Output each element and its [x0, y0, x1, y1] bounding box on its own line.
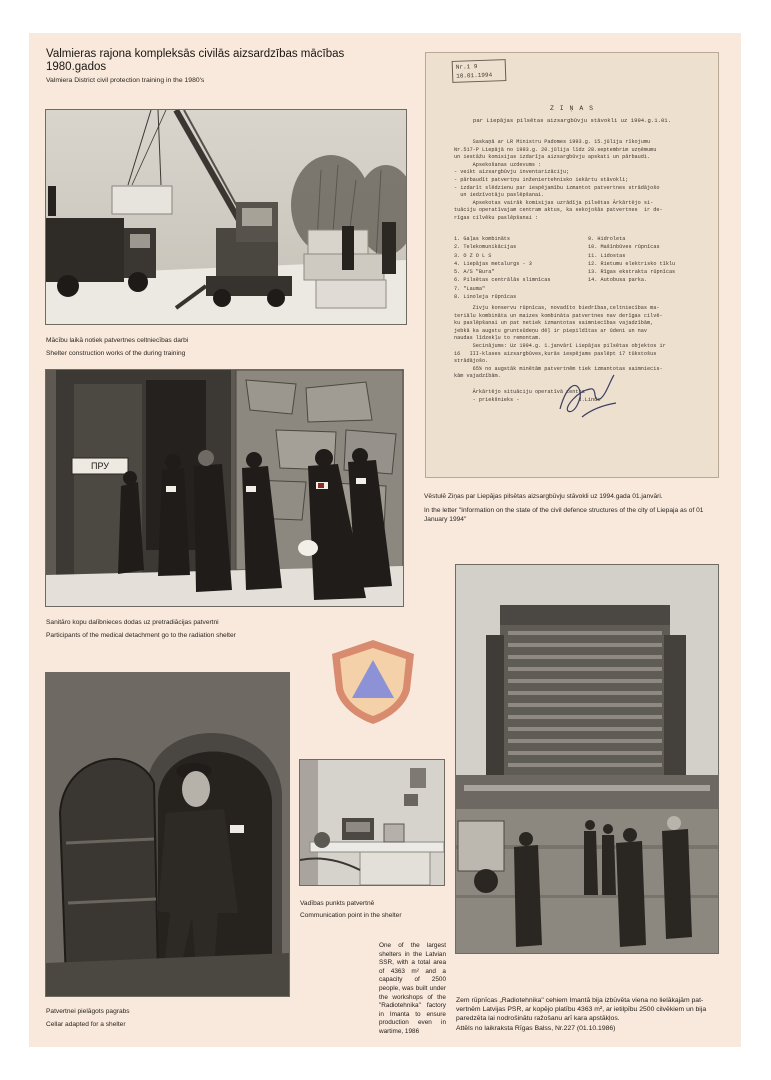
caption-comm-lv: Vadības punkts patvertnē	[300, 900, 375, 907]
caption-factory-line-2: vertnēm Latvijas PSR, ar kopējo platību 4363 m², ar ietilpību 2500 cilvēkiem un bija	[456, 1006, 707, 1014]
caption-factory	[456, 996, 731, 1033]
letter-subheading: par Liepājas pilsētas aizsargbūvju stāvokli uz 1994.g.1.01.	[472, 117, 672, 124]
page-title: Valmieras rajona kompleksās civilās aizsardzības mācības 1980.gados	[46, 48, 345, 73]
caption-medical	[46, 618, 236, 640]
shelter-list-left	[454, 235, 574, 301]
list-item: 10. Mašīnbūves rūpnīcas	[588, 244, 660, 251]
stamp-line-1: Nr.1 9	[455, 63, 478, 71]
caption-cellar	[46, 1007, 130, 1029]
list-item: 13. Rīgas ekstrakta rūpnīcas	[588, 269, 676, 276]
list-item: 5. A/S "Bura"	[454, 269, 495, 276]
caption-letter-lv: Vēstulē Ziņas par Liepājas pilsētas aizsargbūvju stāvokli uz 1994.gada 01.janvāri.	[424, 493, 663, 500]
caption-factory-line-1: Zem rūpnīcas „Radiotehnika" cehiem Imantā bija izbūvēta viena no lielākajām pat-	[456, 997, 704, 1004]
photo-medical-detachment	[46, 370, 403, 606]
photo-cellar-shelter	[46, 673, 289, 996]
caption-crane-en: Shelter construction works of the during training	[46, 350, 186, 357]
letter-body-2: Zivju konservu rūpnīcas, novadīto biedrības,celtniecības ma- teriālu kombināta un maizes kombināta patvertnes nav derīgas cilvē- ku paslēpšanai un pat netiek izmantotas saimniecības vajadzībām, jebkā ka augstu gruntsūdeņu dēļ ir piepildītas ar ūdeni un nav naudas līdzekļu to remontam. Secinājums: Uz 1994.g. 1.janvārī Liepājas pilsētas objektos ir 16 III-klases aizsargbūves,kurās iespējams paslēpt 17 tūkstošus strādājošo. 65% no augstāk minētām patvertnēm tiek izmantotas saimniecis- kām vajadzībām.	[454, 305, 666, 380]
list-item: 11. Lidostas	[588, 252, 626, 259]
caption-factory-line-4: Attēls no laikraksta Rīgas Balss, Nr.227 (01.10.1986)	[456, 1024, 616, 1032]
bunker-sign-text: ПРУ	[91, 461, 109, 471]
list-item: 2. Telekomunikācijas	[454, 244, 517, 251]
list-item: 3. O Z O L S	[454, 252, 492, 259]
caption-cellar-en: Cellar adapted for a shelter	[46, 1021, 126, 1028]
photo-crane-construction	[46, 110, 406, 324]
caption-crane-lv: Mācību laikā notiek patvertnes celtniecības darbi	[46, 337, 189, 344]
signature-icon	[552, 369, 622, 425]
letter-body-1: Saskaņā ar LR Ministru Padomes 1993.g. 15.jūlija rīkojumu Nr.517-P Liepājā no 1993.g. 20.jūlija līdz 28.septembrim uzņēmumu un iestāžu komisijas izdarīja aizsargbūvju apskati un pārbaudi. Apsekošanas uzdevums : - veikt aizsargbūvju inventarizāciju; - pārbaudīt patvertņu inženiertehnisko iekārtu stāvokli; - izdarīt slēdzienu par iespējamību izmantot patvertnes strādājošo un iedzīvotāju paslēpšanai. Apsekotas vairāk komisijas uzrādīja pilsētas Ārkārtējo si- tuāciju operatīvajam centram aktus, ka sekojošās patvertnes ir de- rīgas cilvēku paslēpšanai :	[454, 139, 663, 221]
stamp-line-2: 10.01.1994	[456, 71, 493, 80]
registration-stamp	[452, 59, 507, 83]
list-item: 7. "Lauma"	[454, 285, 486, 292]
shelter-list-right	[588, 235, 708, 285]
list-item: 14. Autobusa parka.	[588, 277, 648, 284]
caption-factory-line-3: paredzēta lai nodrošinātu ražošanu arī kara apstākļos.	[456, 1015, 620, 1023]
civil-defence-emblem-icon	[328, 638, 418, 726]
list-item: 9. Hidroleta	[588, 236, 626, 242]
list-item: 12. Rietumu elektrisko tīklu	[588, 260, 676, 267]
caption-crane	[46, 336, 188, 358]
list-item: 1. Gaļas kombināts	[454, 236, 511, 242]
side-note-english: One of the largest shelters in the Latvian SSR, with a total area of 4363 m² and a capacity of 2500 people, was built under the workshops of the "Radiotehnika" factory in Imanta to ensure production even in wartime, 1986	[379, 942, 446, 1035]
letter-signoff: Ārkārtējo situāciju operatīvā centra - priekšnieks - J.Linde	[472, 389, 601, 403]
caption-medical-lv: Sanitāro kopu dalībnieces dodas uz pretradiācijas patvertni	[46, 619, 219, 626]
photo-radiotehnika-factory	[456, 565, 718, 953]
caption-comm	[300, 899, 402, 920]
caption-medical-en: Participants of the medical detachment go to the radiation shelter	[46, 632, 236, 639]
list-item: 4. Liepājas metalurgs - 3	[454, 260, 532, 267]
poster-sheet	[29, 33, 741, 1047]
photo-communication-point	[300, 760, 444, 885]
page-subtitle: Valmiera District civil protection training in the 1980's	[46, 77, 205, 84]
list-item: 6. Pilsētas centrālās slimnīcas	[454, 277, 551, 284]
list-item: 8. Linoleja rūpnīcas	[454, 294, 517, 301]
caption-cellar-lv: Patvertnei pielāgots pagrabs	[46, 1008, 130, 1015]
letter-document	[426, 53, 718, 477]
caption-comm-en: Communication point in the shelter	[300, 912, 402, 919]
caption-letter-en: In the letter "Information on the state of the civil defence structures of the city of Liepaja as of 01 January 1994"	[424, 507, 704, 523]
caption-letter	[424, 492, 724, 524]
letter-heading: Z I Ņ A S	[549, 105, 595, 112]
